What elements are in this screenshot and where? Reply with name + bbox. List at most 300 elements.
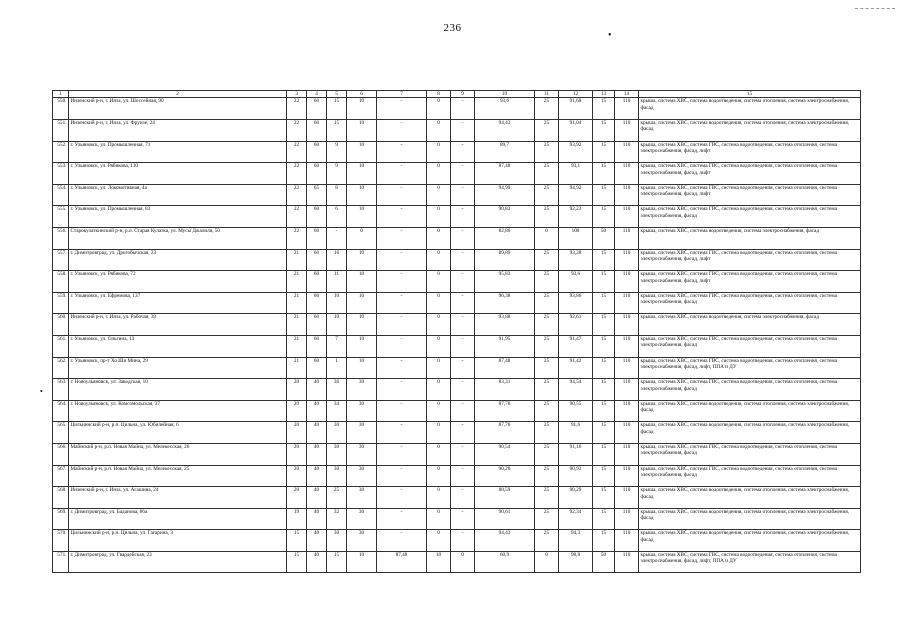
col12-cell: 91,04 xyxy=(559,120,593,142)
column-header: 2 xyxy=(69,91,287,98)
col14-cell: 110 xyxy=(615,98,639,120)
col7-cell: - xyxy=(377,357,427,379)
col4-cell: 60 xyxy=(307,357,327,379)
col13-cell: 15 xyxy=(593,184,615,206)
table-row xyxy=(53,551,861,573)
col4-cell: 60 xyxy=(307,292,327,314)
col5-cell: 15 xyxy=(327,551,347,573)
col10-cell: 90,83 xyxy=(475,206,535,228)
col5-cell: 32 xyxy=(327,508,347,530)
row-number: 569. xyxy=(53,508,69,530)
col13-cell: 15 xyxy=(593,379,615,401)
col9-cell: - xyxy=(451,357,475,379)
col6-cell: 10 xyxy=(347,292,377,314)
col8-cell: 0 xyxy=(427,357,451,379)
col13-cell: 15 xyxy=(593,141,615,163)
col10-cell: 94,43 xyxy=(475,120,535,142)
col13-cell: 15 xyxy=(593,314,615,336)
col12-cell: 91,16 xyxy=(559,443,593,465)
table-row xyxy=(53,98,861,120)
col3-cell: 22 xyxy=(287,141,307,163)
col4-cell: 60 xyxy=(307,163,327,185)
row-number: 566. xyxy=(53,443,69,465)
col11-cell: 25 xyxy=(535,206,559,228)
row-number: 550. xyxy=(53,98,69,120)
col7-cell: - xyxy=(377,400,427,422)
col9-cell: - xyxy=(451,422,475,444)
address-cell: г. Ульяновск, ул. Рябикова, 110 xyxy=(69,163,287,185)
table-row xyxy=(53,227,861,249)
col6-cell: 30 xyxy=(347,487,377,509)
col3-cell: 22 xyxy=(287,206,307,228)
col13-cell: 15 xyxy=(593,443,615,465)
col3-cell: 21 xyxy=(287,335,307,357)
row-number: 567. xyxy=(53,465,69,487)
col4-cell: 60 xyxy=(307,206,327,228)
col11-cell: 0 xyxy=(535,551,559,573)
col8-cell: 0 xyxy=(427,379,451,401)
col7-cell: - xyxy=(377,508,427,530)
row-number: 559. xyxy=(53,292,69,314)
col7-cell: - xyxy=(377,530,427,552)
col5-cell: 36 xyxy=(327,379,347,401)
row-number: 563. xyxy=(53,379,69,401)
col14-cell: 110 xyxy=(615,314,639,336)
address-cell: г. Ульяновск, ул. Рябикова, 72 xyxy=(69,271,287,293)
col6-cell: 10 xyxy=(347,98,377,120)
col3-cell: 22 xyxy=(287,120,307,142)
address-cell: г. Новоульяновск, ул. Заводская, 10 xyxy=(69,379,287,401)
column-header: 11 xyxy=(535,91,559,98)
table-row xyxy=(53,487,861,509)
col11-cell: 25 xyxy=(535,314,559,336)
col4-cell: 60 xyxy=(307,141,327,163)
works-cell: крыша, система ХВС, система водоотведения, система отопления, система электроснабжения, фасад xyxy=(639,120,861,142)
table-row xyxy=(53,379,861,401)
col5-cell: 30 xyxy=(327,465,347,487)
works-cell: крыша, система ХВС, система ГВС, система водоотведения, система отопления, система электроснабжения, фасад, лифт xyxy=(639,249,861,271)
col13-cell: 15 xyxy=(593,98,615,120)
col14-cell: 110 xyxy=(615,292,639,314)
col13-cell: 50 xyxy=(593,551,615,573)
scan-edge-mark xyxy=(855,8,895,9)
col10-cell: 60,9 xyxy=(475,551,535,573)
col10-cell: 90,26 xyxy=(475,465,535,487)
col4-cell: 40 xyxy=(307,465,327,487)
col9-cell: 0 xyxy=(451,551,475,573)
col7-cell: - xyxy=(377,443,427,465)
col9-cell: - xyxy=(451,400,475,422)
col13-cell: 15 xyxy=(593,530,615,552)
col5-cell: 30 xyxy=(327,443,347,465)
works-cell: крыша, система ХВС, система водоотведения, система отопления, система электроснабжения, фасад xyxy=(639,530,861,552)
col14-cell: 110 xyxy=(615,206,639,228)
col10-cell: 93,88 xyxy=(475,314,535,336)
col5-cell: 8 xyxy=(327,184,347,206)
col14-cell: 110 xyxy=(615,487,639,509)
col10-cell: 87,48 xyxy=(475,357,535,379)
address-cell: г. Ульяновск, ул. Ефремова, 137 xyxy=(69,292,287,314)
col3-cell: 21 xyxy=(287,357,307,379)
col9-cell: - xyxy=(451,292,475,314)
col7-cell: - xyxy=(377,206,427,228)
col8-cell: 0 xyxy=(427,530,451,552)
col11-cell: 25 xyxy=(535,400,559,422)
col14-cell: 110 xyxy=(615,227,639,249)
row-number: 564. xyxy=(53,400,69,422)
col14-cell: 110 xyxy=(615,163,639,185)
col4-cell: 60 xyxy=(307,314,327,336)
col12-cell: 91,47 xyxy=(559,335,593,357)
col4-cell: 60 xyxy=(307,249,327,271)
row-number: 555. xyxy=(53,206,69,228)
col3-cell: 22 xyxy=(287,227,307,249)
col7-cell: - xyxy=(377,335,427,357)
col3-cell: 21 xyxy=(287,314,307,336)
address-cell: Инзенский р-н, г. Инза, ул. Агашина, 24 xyxy=(69,487,287,509)
col8-cell: 0 xyxy=(427,184,451,206)
col9-cell: - xyxy=(451,184,475,206)
col10-cell: 87,48 xyxy=(475,163,535,185)
col8-cell: 0 xyxy=(427,271,451,293)
col12-cell: 93,28 xyxy=(559,249,593,271)
col11-cell: 0 xyxy=(535,227,559,249)
table-row xyxy=(53,357,861,379)
col10-cell: 89,89 xyxy=(475,249,535,271)
col7-cell: - xyxy=(377,379,427,401)
column-header: 14 xyxy=(615,91,639,98)
col9-cell: - xyxy=(451,335,475,357)
column-header: 6 xyxy=(347,91,377,98)
registry-table xyxy=(52,90,861,573)
row-number: 565. xyxy=(53,422,69,444)
col5-cell: 7 xyxy=(327,335,347,357)
col7-cell: - xyxy=(377,98,427,120)
column-header: 12 xyxy=(559,91,593,98)
col9-cell: - xyxy=(451,314,475,336)
col10-cell: 87,76 xyxy=(475,400,535,422)
col7-cell: 87,48 xyxy=(377,551,427,573)
col11-cell: 25 xyxy=(535,443,559,465)
col4-cell: 40 xyxy=(307,530,327,552)
col10-cell: 87,76 xyxy=(475,422,535,444)
col6-cell: 10 xyxy=(347,141,377,163)
col10-cell: 88,59 xyxy=(475,487,535,509)
col5-cell: 6 xyxy=(327,206,347,228)
table-row xyxy=(53,314,861,336)
table-row xyxy=(53,249,861,271)
col3-cell: 20 xyxy=(287,379,307,401)
col11-cell: 25 xyxy=(535,120,559,142)
col14-cell: 110 xyxy=(615,184,639,206)
col3-cell: 20 xyxy=(287,422,307,444)
row-number: 568. xyxy=(53,487,69,509)
table-row xyxy=(53,530,861,552)
col12-cell: 90,29 xyxy=(559,487,593,509)
col6-cell: 10 xyxy=(347,120,377,142)
address-cell: Инзенский р-н, г. Инза, ул. Фрунзе, 24 xyxy=(69,120,287,142)
col4-cell: 60 xyxy=(307,335,327,357)
row-number: 560. xyxy=(53,314,69,336)
table-row xyxy=(53,271,861,293)
col13-cell: 15 xyxy=(593,206,615,228)
col11-cell: 25 xyxy=(535,271,559,293)
page-number: 236 xyxy=(443,22,462,34)
col10-cell: 90,54 xyxy=(475,443,535,465)
col4-cell: 60 xyxy=(307,271,327,293)
row-number: 556. xyxy=(53,227,69,249)
col8-cell: 10 xyxy=(427,551,451,573)
col9-cell: - xyxy=(451,465,475,487)
col3-cell: 21 xyxy=(287,292,307,314)
col6-cell: 10 xyxy=(347,271,377,293)
col5-cell: 34 xyxy=(327,400,347,422)
col11-cell: 25 xyxy=(535,141,559,163)
col10-cell: 89,7 xyxy=(475,141,535,163)
table-row xyxy=(53,163,861,185)
row-number: 553. xyxy=(53,163,69,185)
col12-cell: 94,54 xyxy=(559,379,593,401)
col14-cell: 110 xyxy=(615,335,639,357)
col5-cell: 9 xyxy=(327,163,347,185)
col5-cell: 10 xyxy=(327,314,347,336)
col8-cell: 0 xyxy=(427,422,451,444)
table-row xyxy=(53,184,861,206)
column-header: 13 xyxy=(593,91,615,98)
col8-cell: 0 xyxy=(427,400,451,422)
col14-cell: 110 xyxy=(615,400,639,422)
col6-cell: 10 xyxy=(347,184,377,206)
col9-cell: - xyxy=(451,530,475,552)
works-cell: крыша, система ХВС, система ГВС, система водоотведения, система отопления, система электроснабжения, фасад xyxy=(639,465,861,487)
col5-cell: 9 xyxy=(327,141,347,163)
col9-cell: - xyxy=(451,379,475,401)
col4-cell: 40 xyxy=(307,487,327,509)
col13-cell: 15 xyxy=(593,249,615,271)
col6-cell: 10 xyxy=(347,163,377,185)
col11-cell: 25 xyxy=(535,249,559,271)
col11-cell: 25 xyxy=(535,163,559,185)
col12-cell: 91,6 xyxy=(559,422,593,444)
column-header: 7 xyxy=(377,91,427,98)
col3-cell: 21 xyxy=(287,271,307,293)
col13-cell: 15 xyxy=(593,271,615,293)
works-cell: крыша, система ХВС, система ГВС, система водоотведения, система отопления, система электроснабжения, фасад xyxy=(639,335,861,357)
col6-cell: 10 xyxy=(347,335,377,357)
col4-cell: 40 xyxy=(307,422,327,444)
works-cell: крыша, система ХВС, система водоотведения, система отопления, система электроснабжения, фасад xyxy=(639,98,861,120)
col10-cell: 90,61 xyxy=(475,508,535,530)
col3-cell: 20 xyxy=(287,487,307,509)
col5-cell: 11 xyxy=(327,271,347,293)
works-cell: крыша, система ХВС, система ГВС, система водоотведения, система отопления, система электроснабжения, фасад xyxy=(639,206,861,228)
col3-cell: 22 xyxy=(287,163,307,185)
col10-cell: 93,6 xyxy=(475,98,535,120)
address-cell: г. Ульяновск, ул. Ольгина, 13 xyxy=(69,335,287,357)
col12-cell: 92,23 xyxy=(559,206,593,228)
col11-cell: 25 xyxy=(535,487,559,509)
table-row xyxy=(53,443,861,465)
address-cell: Старокулаткинский р-н, р.п. Старая Кулатка, ул. Мусы Джалиля, 50 xyxy=(69,227,287,249)
column-header: 3 xyxy=(287,91,307,98)
address-cell: г. Ульяновск, ул. Промышленная, 71 xyxy=(69,141,287,163)
col9-cell: - xyxy=(451,163,475,185)
col11-cell: 25 xyxy=(535,530,559,552)
col12-cell: 93,86 xyxy=(559,292,593,314)
table-row xyxy=(53,508,861,530)
column-header: 9 xyxy=(451,91,475,98)
row-number: 558. xyxy=(53,271,69,293)
col6-cell: 30 xyxy=(347,379,377,401)
address-cell: Инзенский р-н, г. Инза, ул. Рабочая, 39 xyxy=(69,314,287,336)
col12-cell: 93,92 xyxy=(559,141,593,163)
col3-cell: 22 xyxy=(287,184,307,206)
col6-cell: 10 xyxy=(347,206,377,228)
col7-cell: - xyxy=(377,184,427,206)
col9-cell: - xyxy=(451,271,475,293)
col13-cell: 15 xyxy=(593,292,615,314)
col9-cell: - xyxy=(451,120,475,142)
col12-cell: 93,6 xyxy=(559,271,593,293)
col12-cell: 90,55 xyxy=(559,400,593,422)
col11-cell: 25 xyxy=(535,357,559,379)
col11-cell: 25 xyxy=(535,465,559,487)
col7-cell: - xyxy=(377,120,427,142)
col8-cell: 0 xyxy=(427,335,451,357)
col6-cell: 10 xyxy=(347,314,377,336)
col8-cell: 0 xyxy=(427,487,451,509)
col14-cell: 110 xyxy=(615,443,639,465)
col9-cell: - xyxy=(451,98,475,120)
table-row xyxy=(53,141,861,163)
col3-cell: 21 xyxy=(287,249,307,271)
col4-cell: 60 xyxy=(307,98,327,120)
col10-cell: 96,38 xyxy=(475,292,535,314)
col7-cell: - xyxy=(377,271,427,293)
col7-cell: - xyxy=(377,163,427,185)
column-header: 15 xyxy=(639,91,861,98)
col8-cell: 0 xyxy=(427,508,451,530)
col11-cell: 25 xyxy=(535,98,559,120)
col3-cell: 20 xyxy=(287,443,307,465)
col14-cell: 110 xyxy=(615,508,639,530)
col4-cell: 40 xyxy=(307,379,327,401)
address-cell: г. Димитровград, ул. Дрогобычская, 23 xyxy=(69,249,287,271)
col6-cell: 30 xyxy=(347,465,377,487)
works-cell: крыша, система ХВС, система ГВС, система водоотведения, система отопления, система электроснабжения, фасад, лифт, ППА и ДУ xyxy=(639,357,861,379)
col11-cell: 25 xyxy=(535,184,559,206)
col3-cell: 22 xyxy=(287,98,307,120)
col12-cell: 91,42 xyxy=(559,357,593,379)
col10-cell: 94,99 xyxy=(475,184,535,206)
col8-cell: 0 xyxy=(427,314,451,336)
col6-cell: 30 xyxy=(347,530,377,552)
works-cell: крыша, система ХВС, система водоотведения, система отопления, система электроснабжения, фасад xyxy=(639,508,861,530)
works-cell: крыша, система ХВС, система водоотведения, система отопления, система электроснабжения, фасад xyxy=(639,400,861,422)
works-cell: крыша, система ХВС, система ГВС, система водоотведения, система отопления, система электроснабжения, фасад, лифт xyxy=(639,163,861,185)
address-cell: г. Димитровград, ул. Гвардейская, 23 xyxy=(69,551,287,573)
col12-cell: 94,3 xyxy=(559,530,593,552)
col6-cell: 30 xyxy=(347,422,377,444)
col8-cell: 0 xyxy=(427,141,451,163)
col13-cell: 15 xyxy=(593,120,615,142)
col5-cell: 30 xyxy=(327,422,347,444)
table-row xyxy=(53,292,861,314)
col9-cell: - xyxy=(451,227,475,249)
col14-cell: 110 xyxy=(615,551,639,573)
col14-cell: 110 xyxy=(615,379,639,401)
col5-cell: 1 xyxy=(327,357,347,379)
table-row xyxy=(53,422,861,444)
address-cell: Майнский р-н, р.п. Новая Майна, ул. Мелекесская, 26 xyxy=(69,443,287,465)
col5-cell: 30 xyxy=(327,530,347,552)
col11-cell: 25 xyxy=(535,292,559,314)
col13-cell: 15 xyxy=(593,508,615,530)
col5-cell: - xyxy=(327,227,347,249)
col14-cell: 110 xyxy=(615,357,639,379)
col11-cell: 25 xyxy=(535,422,559,444)
col10-cell: 91,95 xyxy=(475,335,535,357)
margin-mark: • xyxy=(40,387,43,396)
col12-cell: 90,93 xyxy=(559,465,593,487)
works-cell: крыша, система ХВС, система водоотведения, система отопления, система электроснабжения, фасад xyxy=(639,487,861,509)
col5-cell: 10 xyxy=(327,292,347,314)
works-cell: крыша, система ХВС, система водоотведения, система отопления, система электроснабжения, фасад xyxy=(639,422,861,444)
col6-cell: 10 xyxy=(347,357,377,379)
col6-cell: 30 xyxy=(347,508,377,530)
works-cell: крыша, система ХВС, система ГВС, система водоотведения, система отопления, система электроснабжения, фасад xyxy=(639,443,861,465)
col7-cell: - xyxy=(377,487,427,509)
col14-cell: 110 xyxy=(615,422,639,444)
col14-cell: 110 xyxy=(615,249,639,271)
row-number: 557. xyxy=(53,249,69,271)
col11-cell: 25 xyxy=(535,508,559,530)
col11-cell: 25 xyxy=(535,335,559,357)
col4-cell: 60 xyxy=(307,227,327,249)
address-cell: Инзенский р-н, г. Инза, ул. Шоссейная, 90 xyxy=(69,98,287,120)
col10-cell: 94,43 xyxy=(475,530,535,552)
col8-cell: 0 xyxy=(427,120,451,142)
row-number: 554. xyxy=(53,184,69,206)
scan-dot: • xyxy=(608,30,612,41)
col14-cell: 110 xyxy=(615,141,639,163)
col6-cell: 10 xyxy=(347,551,377,573)
col8-cell: 0 xyxy=(427,227,451,249)
row-number: 561. xyxy=(53,335,69,357)
col13-cell: 15 xyxy=(593,357,615,379)
col8-cell: 0 xyxy=(427,249,451,271)
address-cell: г. Ульяновск, ул. Локомотивная, 4а xyxy=(69,184,287,206)
col12-cell: 100 xyxy=(559,227,593,249)
col6-cell: 30 xyxy=(347,443,377,465)
col4-cell: 40 xyxy=(307,551,327,573)
row-number: 562. xyxy=(53,357,69,379)
row-number: 570. xyxy=(53,530,69,552)
col13-cell: 15 xyxy=(593,422,615,444)
col10-cell: 82,86 xyxy=(475,227,535,249)
works-cell: крыша, система ХВС, система ГВС, система водоотведения, система отопления, система электроснабжения, фасад, лифт xyxy=(639,184,861,206)
works-cell: крыша, система ХВС, система водоотведения, система электроснабжения, фасад xyxy=(639,227,861,249)
row-number: 552. xyxy=(53,141,69,163)
works-cell: крыша, система ХВС, система ГВС, система водоотведения, система отопления, система электроснабжения, фасад xyxy=(639,292,861,314)
col3-cell: 20 xyxy=(287,465,307,487)
col4-cell: 40 xyxy=(307,400,327,422)
col8-cell: 0 xyxy=(427,443,451,465)
col12-cell: 91,68 xyxy=(559,98,593,120)
col7-cell: - xyxy=(377,292,427,314)
col6-cell: 0 xyxy=(347,227,377,249)
col5-cell: 15 xyxy=(327,120,347,142)
